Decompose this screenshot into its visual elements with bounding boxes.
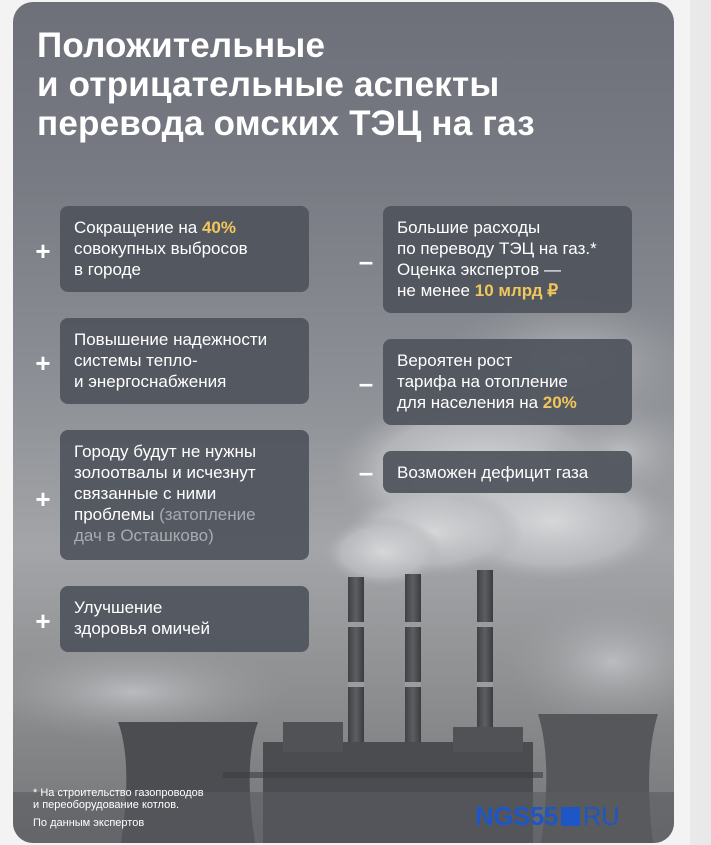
pro-item-emissions [60, 206, 309, 292]
logo-text-left: NGS55 [475, 800, 558, 831]
con-item-costs-highlight: 10 млрд ₽ [474, 281, 559, 300]
page-title: Положительные и отрицательные аспекты перевода омских ТЭЦ на газ [37, 26, 535, 143]
ngs55-logo[interactable] [475, 802, 619, 830]
minus-icon: – [358, 457, 374, 487]
pro-item-health: Улучшение здоровья омичей [60, 586, 309, 652]
con-item-tariff-highlight: 20% [542, 393, 577, 412]
logo-text-right: RU [582, 800, 620, 831]
pro-item-emissions-text-start: Сокращение на [74, 218, 202, 237]
pro-item-ash-dumps-note: (затопление дач в Осташково) [74, 505, 256, 545]
con-item-tariff [383, 339, 632, 425]
con-item-costs [383, 206, 632, 313]
logo-square-icon [561, 807, 580, 826]
con-item-gas-shortage: Возможен дефицит газа [383, 451, 632, 493]
plus-icon: + [35, 348, 51, 378]
page-right-margin [690, 0, 711, 845]
pro-item-emissions-highlight: 40% [201, 218, 236, 237]
source-note: По данным экспертов [33, 817, 145, 829]
plus-icon: + [35, 484, 51, 514]
pro-item-ash-dumps-text: Городу будут не нужны золоотвалы и исчезнут связанные с ними проблемы [74, 442, 257, 524]
plus-icon: + [35, 606, 51, 636]
pro-item-ash-dumps [60, 430, 309, 560]
pro-item-reliability: Повышение надежности системы тепло- и энергоснабжения [60, 318, 309, 404]
footnote-line-1: * На строительство газопроводов [33, 787, 204, 799]
con-item-costs-text: Большие расходы по переводу ТЭЦ на газ.* Оценка экспертов — не менее [397, 218, 597, 300]
con-item-tariff-text: Вероятен рост тарифа на отопление для населения на [397, 351, 568, 412]
plus-icon: + [35, 236, 51, 266]
minus-icon: – [358, 246, 374, 276]
infographic-card [13, 2, 674, 843]
pro-item-emissions-text-end: совокупных выбросов в городе [74, 239, 248, 279]
minus-icon: – [358, 368, 374, 398]
footnote-line-2: и переоборудование котлов. [33, 799, 180, 811]
